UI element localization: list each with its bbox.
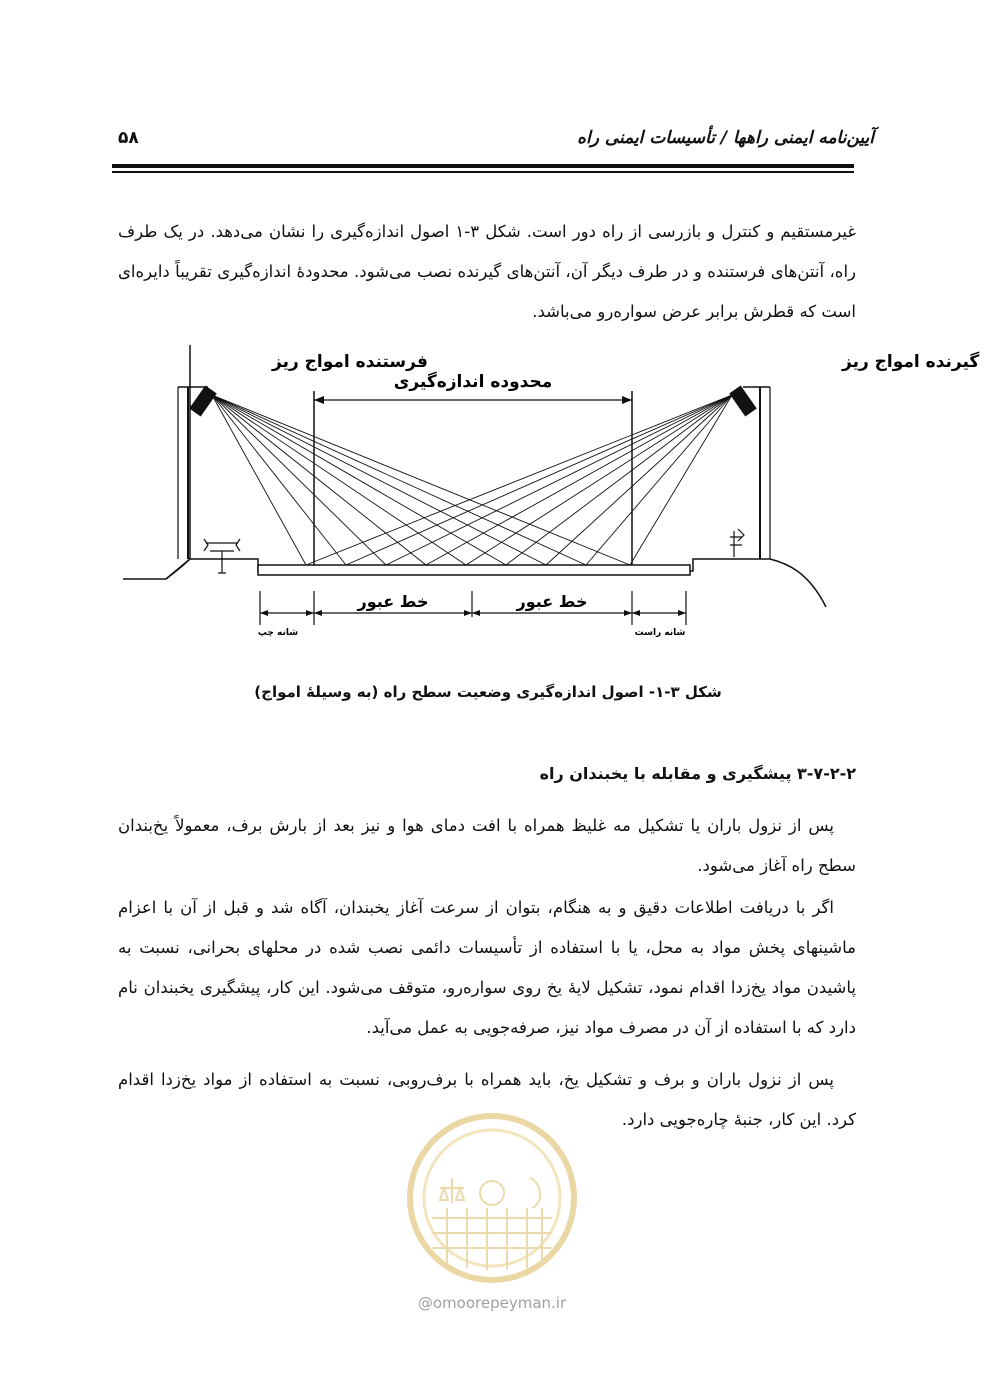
wave-lines	[212, 395, 732, 565]
watermark-seal	[392, 1108, 592, 1288]
section-heading: ۳-۷-۲-۲ پیشگیری و مقابله با یخبندان راه	[539, 764, 856, 783]
right-guardrail	[730, 529, 744, 557]
section-paragraph: اگر با دریافت اطلاعات دقیق و به هنگام، بتوان از سرعت آغاز یخبندان، آگاه شد و قبل از آن با اعزام ماشینهای پخش مواد به محل، یا با استفاده از تأسیسات دائمی نصب شده در محلهای بحرانی، نسبت به پاشیدن مواد یخ‌زدا اقدام نمود، تشکیل لایهٔ یخ روی سواره‌رو، متوقف می‌شود. این کار، پیشگیری یخبندان نام دارد که با استفاده از آن در مصرف مواد نیز، صرفه‌جویی به عمل می‌آید.	[118, 898, 856, 1037]
lane-label-left: خط عبور	[357, 592, 429, 611]
left-guardrail	[204, 539, 240, 573]
zone-arrow-left	[314, 396, 324, 404]
road-measurement-figure	[118, 345, 980, 645]
zone-arrow-right	[622, 396, 632, 404]
section-paragraph: پس از نزول باران و برف و تشکیل یخ، باید همراه با برف‌روبی، نسبت به استفاده از مواد یخ‌زدا اقدام کرد. این کار، جنبهٔ چاره‌جویی دارد.	[118, 1070, 856, 1129]
transmitter-label: فرستنده امواج ریز	[272, 352, 428, 372]
lane-dimensions	[260, 591, 686, 625]
receiver-label: گیرنده امواج ریز	[842, 352, 980, 372]
header-rule-thick	[112, 164, 854, 168]
running-title: آیین‌نامه ایمنی راهها / تأسیسات ایمنی راه	[577, 128, 874, 148]
right-shoulder-label: شانه راست	[634, 628, 686, 638]
page-number: ۵۸	[118, 128, 139, 148]
transmitter-antenna	[189, 386, 217, 417]
figure-caption: شکل ۳-۱- اصول اندازه‌گیری وضعیت سطح راه (به وسیلهٔ امواج)	[254, 683, 722, 701]
lane-label-right: خط عبور	[516, 592, 588, 611]
measurement-zone-label: محدوده اندازه‌گیری	[393, 372, 553, 392]
left-shoulder-label: شانه چپ	[257, 628, 299, 638]
left-slope-line	[166, 559, 190, 579]
road-pavement	[258, 565, 690, 575]
intro-paragraph: غیرمستقیم و کنترل و بازرسی از راه دور است. شکل ۳-۱ اصول اندازه‌گیری را نشان می‌دهد. در یک طرف راه، آنتن‌های فرستنده و در طرف دیگر آن، آنتن‌های گیرنده نصب می‌شود. محدودهٔ اندازه‌گیری تقریباً دایره‌ای است که قطرش برابر عرض سواره‌رو می‌باشد.	[118, 222, 856, 321]
receiver-antenna	[729, 386, 757, 417]
section-paragraph: پس از نزول باران یا تشکیل مه غلیظ همراه با افت دمای هوا و نیز بعد از بارش برف، معمولاً یخ‌بندان سطح راه آغاز می‌شود.	[118, 816, 856, 875]
header-rule-thin	[112, 171, 854, 173]
watermark-site: @omoorepeyman.ir	[417, 1294, 567, 1312]
